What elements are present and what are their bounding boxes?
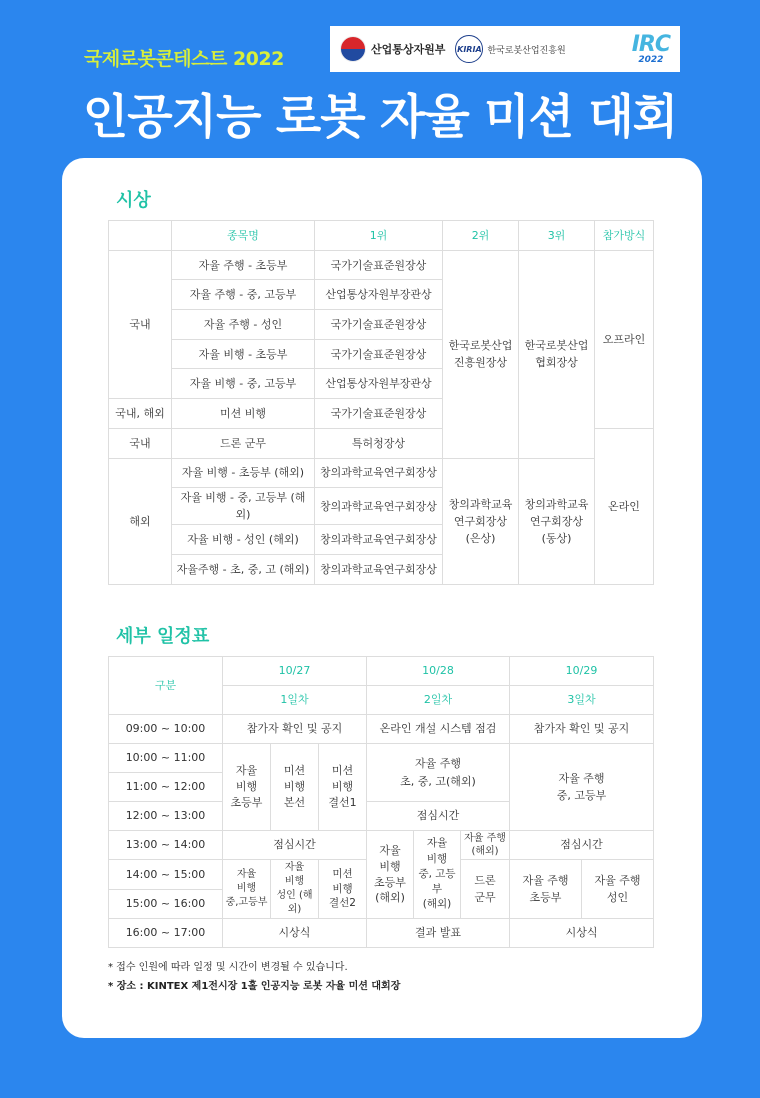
mode-online: 온라인 [595,428,654,584]
schedule-cell: 시상식 [510,919,654,948]
second-prize-domestic: 한국로봇산업 진흥원장상 [443,250,519,458]
first-prize: 산업통상자원부장관상 [315,369,443,399]
award-table [108,220,654,585]
schedule-cell: 자율 주행 초, 중, 고(해외) [367,744,510,802]
schedule-cell: 온라인 개설 시스템 점검 [367,715,510,744]
schedule-cell: 미션 비행 결선2 [319,860,367,919]
time-cell: 14:00 ~ 15:00 [109,860,223,890]
date-header: 10/28 [367,657,510,686]
motie-logo [340,36,445,62]
date-header: 10/29 [510,657,654,686]
schedule-cell: 자율 비행 초등부 (해외) [367,831,414,919]
time-cell: 10:00 ~ 11:00 [109,744,223,773]
time-cell: 09:00 ~ 10:00 [109,715,223,744]
event-name: 자율 주행 - 성인 [172,310,315,340]
event-name: 자율 비행 - 초등부 [172,339,315,369]
table-header-blank [109,221,172,251]
award-section-title: 시상 [116,190,151,211]
notes [108,958,400,996]
table-header: 2위 [443,221,519,251]
schedule-cell: 자율 주행 초등부 [510,860,582,919]
table-header: 종목명 [172,221,315,251]
region-cell: 국내, 해외 [109,399,172,429]
schedule-cell: 자율 비행 중, 고등부 (해외) [414,831,461,919]
kiria-logo [455,35,565,63]
event-name: 자율 비행 - 초등부 (해외) [172,458,315,488]
time-cell: 11:00 ~ 12:00 [109,773,223,802]
event-name: 자율 주행 - 중, 고등부 [172,280,315,310]
schedule-cell: 드론 군무 [461,860,510,919]
table-row [109,458,654,488]
first-prize: 산업통상자원부장관상 [315,280,443,310]
time-cell: 13:00 ~ 14:00 [109,831,223,860]
schedule-section-title: 세부 일정표 [116,626,210,647]
event-name: 자율 비행 - 중, 고등부 [172,369,315,399]
time-cell: 15:00 ~ 16:00 [109,889,223,919]
event-name: 자율 주행 - 초등부 [172,250,315,280]
region-cell: 국내 [109,250,172,398]
day-header: 1일차 [223,686,367,715]
schedule-cell: 자율 주행 중, 고등부 [510,744,654,831]
mode-offline: 오프라인 [595,250,654,428]
motie-label: 산업통상자원부 [371,43,446,56]
schedule-cell: 결과 발표 [367,919,510,948]
first-prize: 창의과학교육연구회장상 [315,525,443,555]
table-row [109,250,654,280]
first-prize: 창의과학교육연구회장상 [315,488,443,525]
time-cell: 12:00 ~ 13:00 [109,802,223,831]
region-cell: 국내 [109,428,172,458]
irc-logo [631,31,670,65]
table-header: 1위 [315,221,443,251]
first-prize: 국가기술표준원장상 [315,399,443,429]
schedule-cell: 자율 비행 초등부 [223,744,271,831]
event-name: 자율주행 - 초, 중, 고 (해외) [172,554,315,584]
table-header: 3위 [519,221,595,251]
schedule-cell: 점심시간 [510,831,654,860]
page-title: 인공지능 로봇 자율 미션 대회 [82,90,678,145]
kiria-label: 한국로봇산업진흥원 [487,45,566,56]
table-header: 구분 [109,657,223,715]
first-prize: 국가기술표준원장상 [315,339,443,369]
schedule-cell: 점심시간 [223,831,367,860]
table-row [109,831,654,860]
first-prize: 창의과학교육연구회장상 [315,458,443,488]
schedule-table [108,656,654,948]
first-prize: 국가기술표준원장상 [315,250,443,280]
event-name: 자율 비행 - 성인 (해외) [172,525,315,555]
schedule-cell: 자율 주행 성인 [582,860,654,919]
table-row [109,715,654,744]
schedule-cell: 참가자 확인 및 공지 [223,715,367,744]
first-prize: 국가기술표준원장상 [315,310,443,340]
third-prize-overseas: 창의과학교육 연구회장상 (동상) [519,458,595,584]
first-prize: 창의과학교육연구회장상 [315,554,443,584]
first-prize: 특허청장상 [315,428,443,458]
table-header: 참가방식 [595,221,654,251]
schedule-cell: 참가자 확인 및 공지 [510,715,654,744]
event-name: 드론 군무 [172,428,315,458]
note-venue: * 장소 : KINTEX 제1전시장 1홀 인공지능 로봇 자율 미션 대회장 [108,981,401,992]
event-name: 미션 비행 [172,399,315,429]
second-prize-overseas: 창의과학교육 연구회장상 (은상) [443,458,519,584]
schedule-cell: 자율 비행 중,고등부 [223,860,271,919]
schedule-cell: 미션 비행 결선1 [319,744,367,831]
date-header: 10/27 [223,657,367,686]
schedule-cell: 점심시간 [367,802,510,831]
irc-label: IRC [631,31,670,57]
irc-year: 2022 [638,54,664,65]
region-cell: 해외 [109,458,172,584]
sponsor-logos [330,26,680,72]
schedule-cell: 자율 주행 (해외) [461,831,510,860]
note-schedule-change: * 접수 인원에 따라 일정 및 시간이 변경될 수 있습니다. [108,962,348,973]
schedule-cell: 시상식 [223,919,367,948]
event-name: 자율 비행 - 중, 고등부 (해외) [172,488,315,525]
time-cell: 16:00 ~ 17:00 [109,919,223,948]
date-row [109,657,654,686]
table-row [109,744,654,773]
kiria-mark-icon: KIRIA [455,35,483,63]
third-prize-domestic: 한국로봇산업 협회장상 [519,250,595,458]
table-row [109,919,654,948]
award-header-row [109,221,654,251]
day-header: 3일차 [510,686,654,715]
schedule-cell: 자율 비행 성인 (해외) [271,860,319,919]
day-header: 2일차 [367,686,510,715]
contest-subtitle: 국제로봇콘테스트 2022 [84,48,284,70]
taegeuk-icon [340,36,366,62]
schedule-cell: 미션 비행 본선 [271,744,319,831]
